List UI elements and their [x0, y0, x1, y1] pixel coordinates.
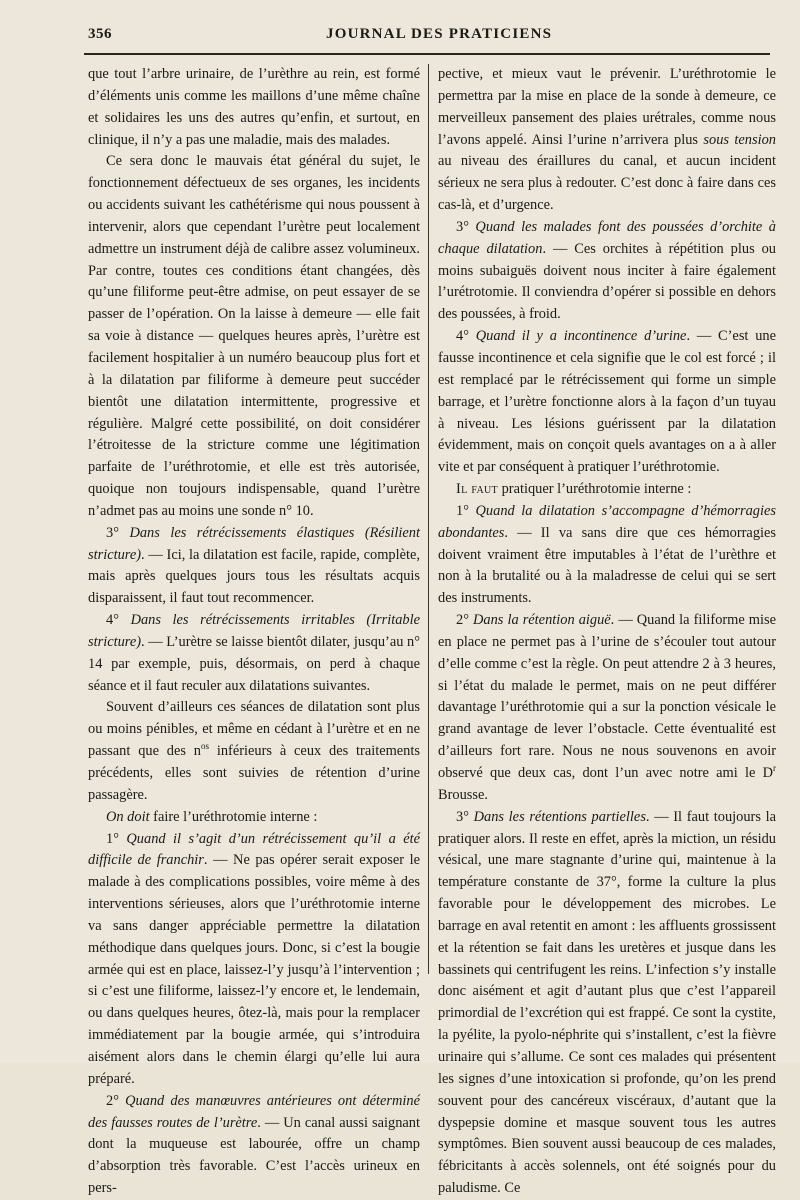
paragraph-r3: 4° Quand il y a incontinence d’urine. — C’est une fausse incontinence et cela signifie que le col est forcé ; il est remplacé par le rétrécissement qui forme un simple barrage, et l’urètre fonctionne alors à la façon d’un tuyau à niveau. Les lésions guérissent par la dilatation évidemment, mais on conçoit quels avantages on a à aller vite et par conséquent à pratiquer l’uréthrotomie.	[438, 328, 776, 476]
column-divider	[428, 64, 429, 974]
paragraph-l7: 1° Quand il s’agit d’un rétrécissement qu’il a été difficile de franchir. — Ne pas opérer serait exposer le malade à des complications possibles, voire même à des interventions sérieuses, alors que l’uréthrotomie interne va sans danger appréciable permettre la dilatation méthodique dans quelques jours. Donc, si c’est la bougie armée qui est en place, laissez-l’y jusqu’à l’intervention ; si c’est une filiforme, laissez-l’y encore et, le lendemain, ou dans quelques heures, ôtez-là, mais pour la remplacer immédiatement par la bougie armée, qui s’introduira aisément alors dans le chemin élargi qu’elle lui aura préparé.	[88, 830, 420, 1087]
paragraph-l6: On doit faire l’uréthrotomie interne :	[106, 808, 318, 825]
paragraph-r6: 2° Dans la rétention aiguë. — Quand la filiforme mise en place ne permet pas à l’urine de s’écouler tout autour d’elle comme c’est la règle. On peut attendre 2 à 3 heures, si l’état du malade le permet, mais on ne peut différer davantage l’uréthrotomie qui a sur la ponction vésicale le grand avantage de lever l’obstacle. Cette éventualité est d’ailleurs fort rare. Nous ne nous souvenons en avoir observé que deux cas, dont l’un avec notre ami le $D^r$ Brousse.	[438, 612, 776, 803]
paragraph-l4: 4° Dans les rétrécissements irritables (Irritable stricture). — L’urètre se laisse bientôt dilater, jusqu’au n° 14 par exemple, puis, désormais, on perd à chaque séance et il faut reculer aux dilatations suivantes.	[88, 612, 420, 694]
paragraph-r2: 3° Quand les malades font des poussées d’orchite à chaque dilatation. — Ces orchites à répétition plus ou moins subaiguës doivent nous inciter à faire également l’urétrotomie. Il conviendra d’opérer si possible en dehors des poussées, à froid.	[438, 218, 776, 323]
paragraph-r4: Il faut pratiquer l’uréthrotomie interne :	[456, 481, 692, 498]
paragraph-l3: 3° Dans les rétrécissements élastiques (Résilient stricture). — Ici, la dilatation est facile, rapide, complète, mais après quelques jours tous les résultats acquis disparaissent, il faut tout recommencer.	[88, 524, 420, 607]
paragraph-l1: que tout l’arbre urinaire, de l’urèthre au rein, est formé d’éléments unis comme les maillons d’une même chaîne et solidaires les uns des autres qu’enfin, et surtout, en clinique, il n’y a pas une maladie, mais des malades.	[88, 66, 420, 148]
paragraph-l8: 2° Quand des manœuvres antérieures ont déterminé des fausses routes de l’urètre. — Un canal aussi saignant dont la muqueuse est labourée, offre un champ d’absorption très favorable. C’est l’accès urineux en pers-	[88, 1092, 420, 1197]
paragraph-r5: 1° Quand la dilatation s’accompagne d’hémorragies abondantes. — Il va sans dire que ces hémorragies doivent vraiment être imputables à l’état de l’urèthre et non à la brutalité ou à la maladresse de celui qui se sert des instruments.	[438, 502, 776, 607]
paragraph-r1: pective, et mieux vaut le prévenir. L’uréthrotomie le permettra par la mise en place de la sonde à demeure, ce merveilleux pansement des plaies urétrales, comme nous l’avons appelé. Ainsi l’urine n’arrivera plus sous tension au niveau des éraillures du canal, et aucun incident sérieux ne sera plus à redouter. C’est donc à faire dans ces cas-là, et d’urgence.	[438, 66, 776, 214]
header-rule	[84, 53, 770, 55]
page-header	[86, 22, 760, 46]
right-column	[438, 64, 776, 1200]
running-title: JOURNAL DES PRATICIENS	[326, 26, 553, 42]
page-number: 356	[88, 26, 112, 42]
paragraph-l5: Souvent d’ailleurs ces séances de dilatation sont plus ou moins pénibles, et même en cédant à l’urètre et en ne passant que des $n^{os}$ inférieurs à ceux des traitements précédents, elles sont suivies de rétention d’urine passagère.	[88, 699, 420, 803]
paragraph-l2: Ce sera donc le mauvais état général du sujet, le fonctionnement défectueux de ses organes, les incidents ou accidents suivant les cathétérisme qui nous poussent à intervenir, alors que cependant l’urètre peut localement admettre un instrument déjà de calibre assez volumineux. Par contre, toutes ces conditions étant changées, dès qu’une filiforme peut-être admise, on peut essayer de se passer de l’opération. On la laisse à demeure — elle fait sa voie à distance — quelques heures après, l’urètre est facilement hospitalier à un numéro beaucoup plus fort et à la dilatation par filiforme à demeure peut succéder bientôt une dilatation intermittente, progressive et régulière. Malgré cette possibilité, on doit considérer l’étroitesse de la stricture comme une légitimation parfaite de l’uréthrotomie, et elle est très autorisée, quoique non toujours indispensable, quand l’urètre n’admet pas au moins une sonde n° 10.	[88, 153, 420, 519]
left-column	[88, 64, 420, 1200]
paragraph-r7: 3° Dans les rétentions partielles. — Il faut toujours la pratiquer alors. Il reste en effet, après la miction, un résidu vésical, une mare stagnante d’urine qui, maintenue à la température constante de 37°, forme la culture la plus favorable pour le développement des microbes. Le barrage en aval retentit en amont : les affluents grossissent et la rétention se fait dans les uretères et jusque dans les bassinets qui centrifugent les reins. L’infection s’y installe donc aisément et agit d’autant plus que c’est l’appareil primordial de l’excrétion qui est frappé. Ce sont la cystite, la pyélite, la pyolo-néphrite qui s’installent, c’est la fièvre urinaire qui s’allume. Ce sont ces malades qui présentent les signes d’une intoxication si profonde, qu’on les prend souvent pour des cancéreux viscéraux, d’autant que la dyspepsie domine et masque souvent tous les autres symptômes. Bien souvent aussi beaucoup de ces malades, fébricitants à accès solennels, ont été soignés pour du paludisme. Ce	[438, 808, 776, 1197]
